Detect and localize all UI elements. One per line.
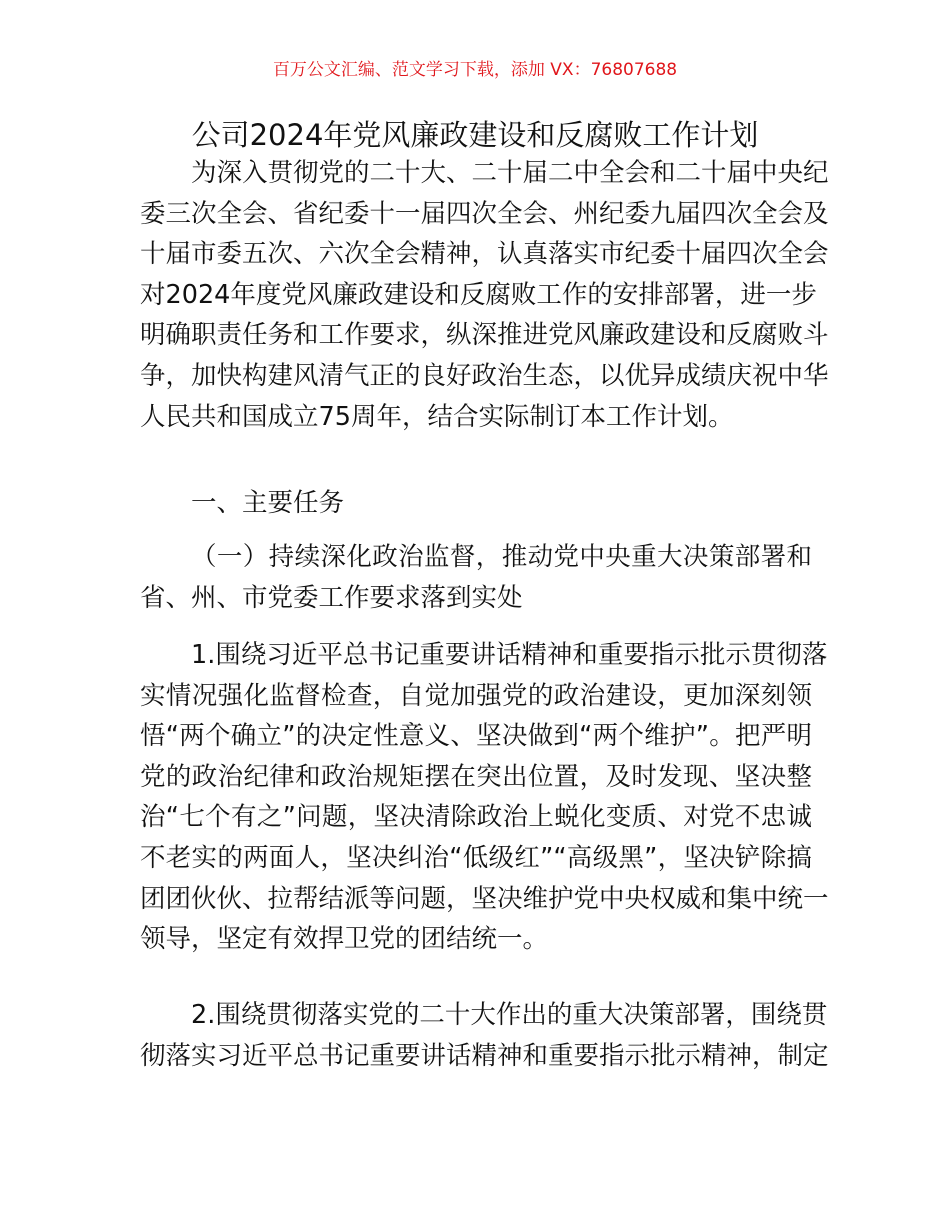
watermark-header-notice: 百万公文汇编、范文学习下载，添加 VX：76807688: [272, 60, 678, 80]
item-2-paragraph: [140, 995, 829, 1076]
text-line: 实情况强化监督检查，自觉加强党的政治建设，更加深刻领: [140, 680, 812, 711]
section-heading: [140, 483, 812, 524]
text-line: 悟“两个确立”的决定性意义、坚决做到“两个维护”。把严明: [140, 721, 812, 752]
heading-text: 一、主要任务: [191, 488, 345, 518]
document-title: 公司2024年党风廉政建设和反腐败工作计划: [191, 118, 759, 152]
text-line: 不老实的两面人，坚决纠治“低级红”“高级黑”，坚决铲除搞: [140, 842, 812, 873]
text-line: 治“七个有之”问题，坚决清除政治上蜕化变质、对党不忠诚: [140, 802, 812, 833]
text-line: 1.围绕习近平总书记重要讲话精神和重要指示批示贯彻落: [191, 640, 828, 670]
text-line: 明确职责任务和工作要求，纵深推进党风廉政建设和反腐败斗: [140, 320, 829, 351]
text-line: 为深入贯彻党的二十大、二十届二中全会和二十届中央纪: [191, 158, 829, 188]
text-line: 2.围绕贯彻落实党的二十大作出的重大决策部署，围绕贯: [191, 1000, 828, 1030]
text-line: （一）持续深化政治监督，推动党中央重大决策部署和: [191, 542, 812, 572]
text-line: 团团伙伙、拉帮结派等问题，坚决维护党中央权威和集中统一: [140, 883, 829, 914]
text-line: 对2024年度党风廉政建设和反腐败工作的安排部署，进一步: [140, 279, 817, 310]
item-1-paragraph: [140, 635, 829, 960]
intro-paragraph: [140, 153, 829, 437]
text-line: 领导，坚定有效捍卫党的团结统一。: [140, 924, 549, 955]
text-line: 省、州、市党委工作要求落到实处: [140, 582, 523, 613]
text-line: 党的政治纪律和政治规矩摆在突出位置，及时发现、坚决整: [140, 761, 812, 792]
subsection-heading: [140, 537, 812, 618]
text-line: 彻落实习近平总书记重要讲话精神和重要指示批示精神，制定: [140, 1040, 829, 1071]
text-line: 委三次全会、省纪委十一届四次全会、州纪委九届四次全会及: [140, 198, 829, 229]
text-line: 十届市委五次、六次全会精神，认真落实市纪委十届四次全会: [140, 239, 829, 270]
text-line: 人民共和国成立75周年，结合实际制订本工作计划。: [140, 401, 734, 432]
text-line: 争，加快构建风清气正的良好政治生态，以优异成绩庆祝中华: [140, 360, 829, 391]
